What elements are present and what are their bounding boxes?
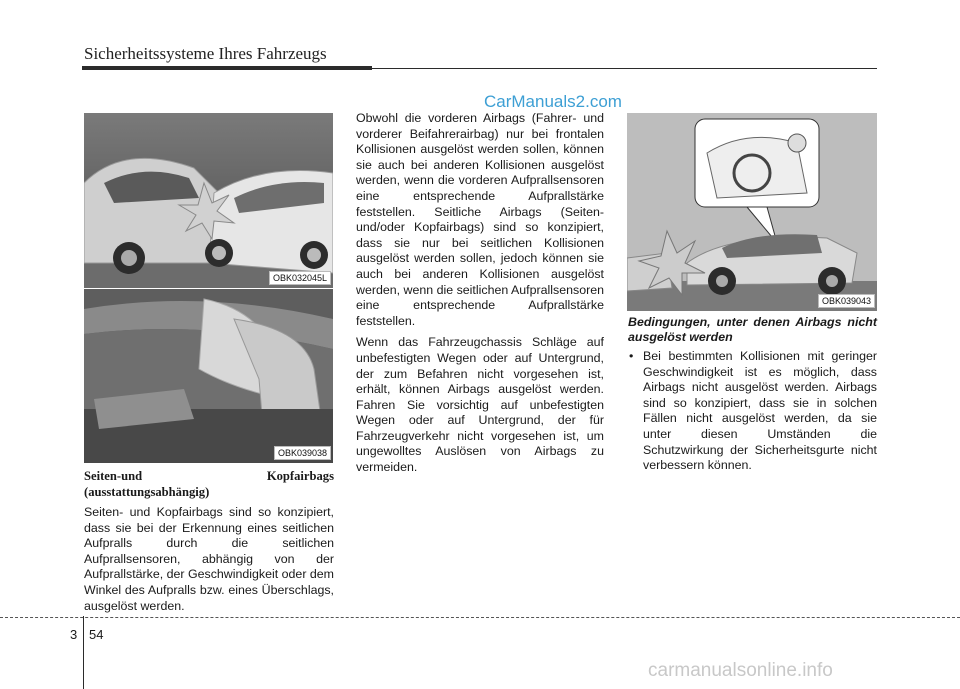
bullet-text: Bei bestimmten Kollisionen mit geringer Geschwindigkeit ist es möglich, dass Airbags nicht ausgelöst werden. Airbags sind so konzipiert, dass sie in solchen Fällen nicht ausgelöst werden, da sie unter diesen Umständen die Schutzwirkung der Sicherheitsgurte nicht verbessern können. [643,349,877,473]
watermark-top: CarManuals2.com [484,92,622,111]
paragraph: Obwohl die vorderen Airbags (Fahrer- und vorderer Beifahrerairbag) nur bei frontalen Kollisionen ausgelöst werden sollen, können sie auch bei anderen Kollisionen ausgelöst werden, wenn die vorderen Aufprallsensoren eine entsprechende Aufprallstärke feststellen. Seitliche Airbags (Seiten- und/oder Kopfairbags) sind so konzipiert, dass sie nur bei seitlichen Kollisionen ausgelöst werden sollen, jedoch können sie auch bei anderen Kollisionen ausgelöst werden, wenn die seitlichen Aufprallsensoren eine entsprechende Aufprallstärke feststellen. [356,111,604,328]
collision-illustration-icon [84,113,333,288]
watermark-bottom: carmanualsonline.info [648,660,833,681]
figure-code: OBK039038 [274,446,331,460]
left-column [84,469,334,620]
figure-code: OBK039043 [818,294,875,308]
header-rule-thin [372,68,877,69]
section-heading: Bedingungen, unter denen Airbags nicht ausgelöst werden [628,315,877,344]
header-rule-thick [82,66,372,70]
footer-divider [0,617,960,618]
footer-vertical-rule [83,616,84,689]
figure-collision [84,113,333,288]
figure-curtain-airbag [84,289,333,463]
chapter-number: 3 [70,627,78,642]
middle-column [356,111,604,482]
page-header-title: Sicherheitssysteme Ihres Fahrzeugs [84,44,327,63]
section-heading: Seiten-und Kopfairbags (ausstattungsabhängig) [84,469,334,499]
curtain-airbag-illustration-icon [84,289,333,463]
figure-side-impact [627,113,877,311]
figure-code: OBK032045L [269,271,331,285]
page-number: 54 [89,627,104,642]
bullet-icon: • [629,349,634,363]
paragraph: Wenn das Fahrzeugchassis Schläge auf unbefestigten Wegen oder auf Untergrund, der zum Befahren nicht vorgesehen ist, erhält, können Airbags ausgelöst werden. Fahren Sie vorsichtig auf unbefestigten Wegen oder auf Untergrund, der für Fahrzeugverkehr nicht vorgesehen ist, um ungewolltes Auslösen von Airbags zu vermeiden. [356,335,604,475]
right-column [628,315,877,474]
paragraph: Seiten- und Kopfairbags sind so konzipiert, dass sie bei der Erkennung eines seitlichen Aufpralls durch die seitlichen Aufprallsensoren, abhängig von der Aufprallstärke, der Geschwindigkeit oder dem Winkel des Aufpralls bzw. eines Überschlags, ausgelöst werden. [84,505,334,613]
side-impact-illustration-icon [627,113,877,311]
list-item [628,349,877,474]
